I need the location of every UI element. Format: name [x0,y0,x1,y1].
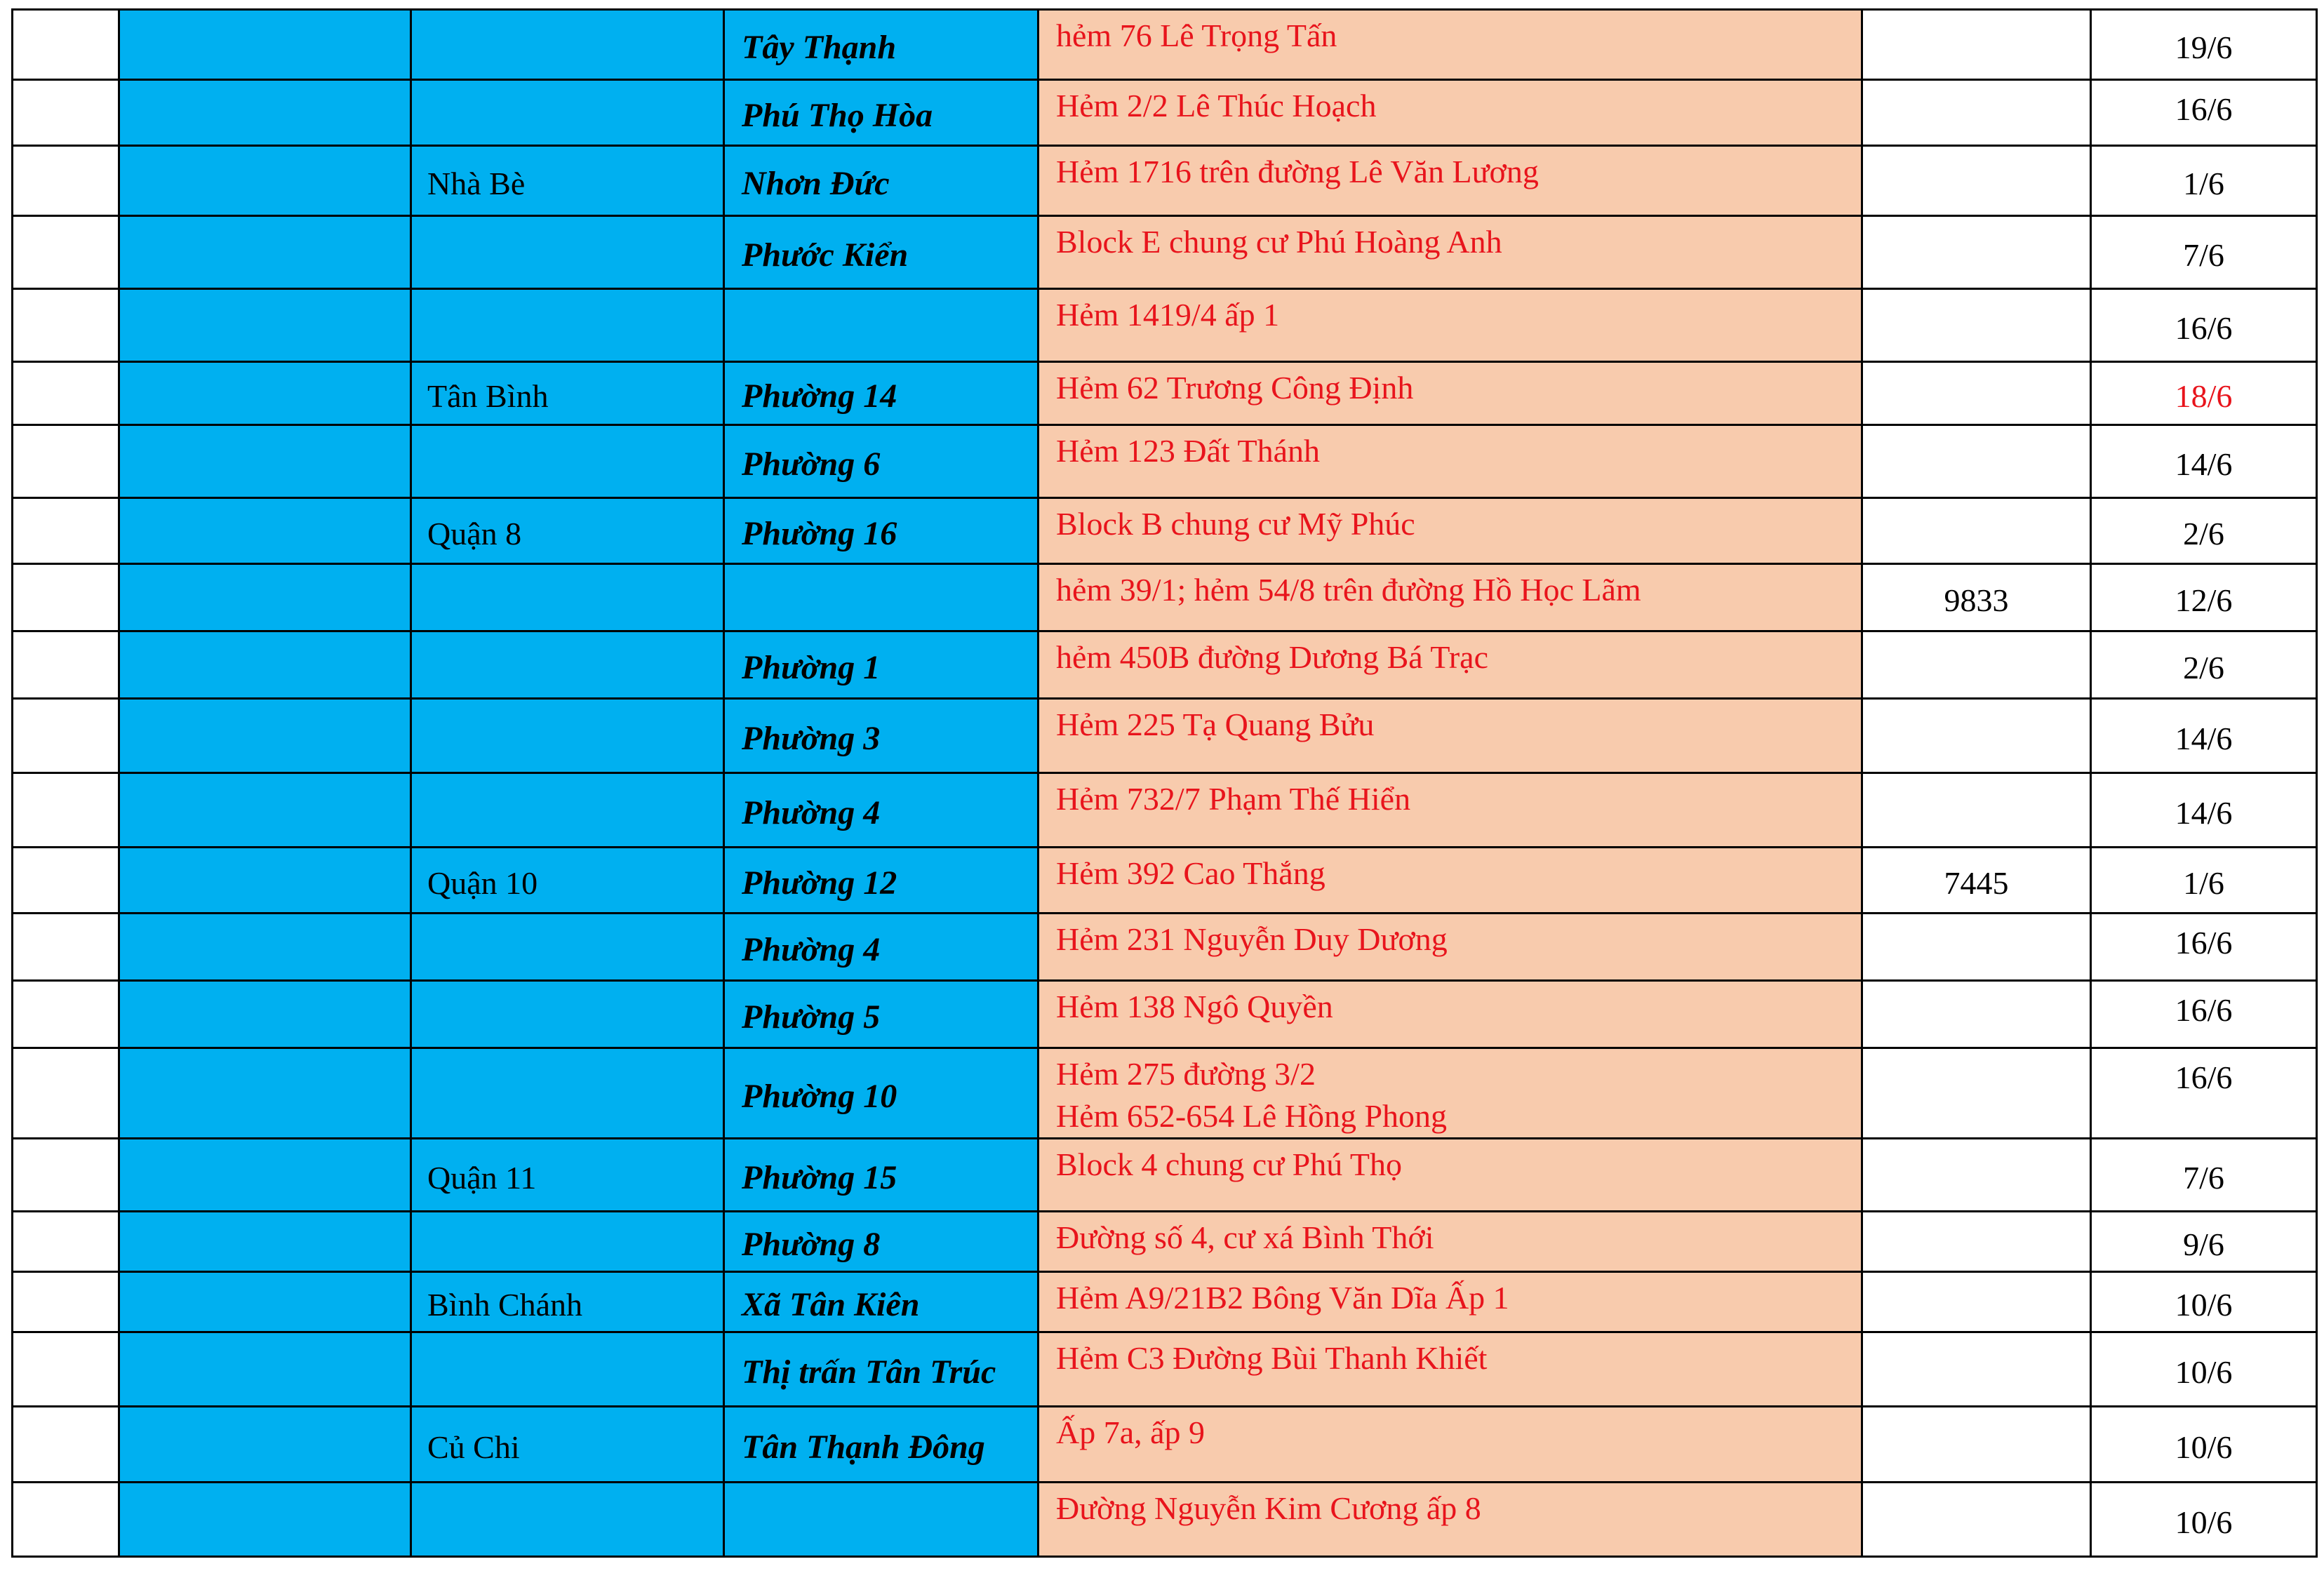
cell-date: 9/6 [2091,1212,2317,1272]
cell-ward: Phường 12 [724,848,1039,914]
cell-group [119,773,411,848]
cell-number [1862,1332,2091,1407]
cell-address [1039,1332,1862,1407]
address-line: hẻm 450B đường Dương Bá Trạc [1056,639,1489,675]
cell-address [1039,848,1862,914]
cell-date: 10/6 [2091,1407,2317,1483]
table-row [13,1212,2317,1272]
address-line: Hẻm 62 Trương Công Định [1056,370,1414,406]
cell-number [1862,773,2091,848]
table-row [13,914,2317,981]
cell-district [411,289,724,362]
cell-index [13,631,119,699]
address-line: Hẻm C3 Đường Bùi Thanh Khiết [1056,1340,1488,1376]
cell-number [1862,80,2091,146]
cell-ward: Tây Thạnh [724,10,1039,80]
cell-group [119,564,411,631]
cell-index [13,1407,119,1483]
cell-ward: Phường 3 [724,699,1039,773]
cell-ward: Phường 16 [724,498,1039,564]
address-line: Đường Nguyễn Kim Cương ấp 8 [1056,1490,1481,1526]
cell-date: 10/6 [2091,1483,2317,1557]
cell-address [1039,699,1862,773]
cell-number [1862,981,2091,1048]
table-row [13,80,2317,146]
table-row [13,1483,2317,1557]
cell-address [1039,289,1862,362]
table-row [13,1407,2317,1483]
table-row [13,146,2317,216]
cell-number [1862,10,2091,80]
cell-ward: Phường 4 [724,914,1039,981]
cell-address [1039,498,1862,564]
cell-number [1862,216,2091,289]
cell-district: Nhà Bè [411,146,724,216]
cell-index [13,1272,119,1332]
cell-group [119,1272,411,1332]
cell-group [119,1332,411,1407]
cell-index [13,773,119,848]
cell-index [13,1212,119,1272]
cell-index [13,1048,119,1139]
cell-ward [724,289,1039,362]
cell-address [1039,631,1862,699]
cell-address [1039,914,1862,981]
cell-district: Củ Chi [411,1407,724,1483]
cell-group [119,80,411,146]
cell-number [1862,1212,2091,1272]
table-row [13,699,2317,773]
cell-group [119,289,411,362]
cell-ward: Phước Kiển [724,216,1039,289]
cell-district [411,216,724,289]
address-line: Hẻm 225 Tạ Quang Bửu [1056,707,1375,742]
outbreak-locations-table [11,8,2318,1558]
cell-address [1039,216,1862,289]
cell-district [411,1212,724,1272]
cell-index [13,564,119,631]
address-line: Hẻm 1716 trên đường Lê Văn Lương [1056,154,1539,189]
cell-date: 7/6 [2091,1139,2317,1212]
cell-district: Quận 11 [411,1139,724,1212]
cell-ward: Phường 4 [724,773,1039,848]
cell-ward: Phường 15 [724,1139,1039,1212]
cell-group [119,631,411,699]
table-body [13,10,2317,1557]
cell-group [119,1048,411,1139]
cell-group [119,981,411,1048]
cell-number [1862,699,2091,773]
cell-address [1039,425,1862,498]
cell-index [13,80,119,146]
address-line: hẻm 39/1; hẻm 54/8 trên đường Hồ Học Lãm [1056,572,1641,608]
cell-number [1862,1407,2091,1483]
table-row [13,631,2317,699]
address-line: Hẻm A9/21B2 Bông Văn Dĩa Ấp 1 [1056,1280,1509,1316]
cell-index [13,848,119,914]
address-line: hẻm 76 Lê Trọng Tấn [1056,18,1337,53]
cell-number [1862,1483,2091,1557]
cell-group [119,10,411,80]
cell-date: 2/6 [2091,498,2317,564]
cell-district [411,631,724,699]
cell-ward: Phú Thọ Hòa [724,80,1039,146]
cell-address [1039,1212,1862,1272]
cell-address [1039,10,1862,80]
cell-district: Quận 8 [411,498,724,564]
cell-ward [724,1483,1039,1557]
address-line: Hẻm 275 đường 3/2 [1056,1056,1316,1092]
cell-index [13,498,119,564]
cell-district [411,10,724,80]
cell-district: Bình Chánh [411,1272,724,1332]
cell-number [1862,146,2091,216]
address-line: Hẻm 732/7 Phạm Thế Hiển [1056,781,1411,817]
cell-index [13,699,119,773]
cell-index [13,289,119,362]
cell-address [1039,564,1862,631]
cell-district [411,80,724,146]
cell-group [119,699,411,773]
cell-date: 16/6 [2091,289,2317,362]
cell-ward [724,564,1039,631]
cell-ward: Phường 10 [724,1048,1039,1139]
cell-ward: Phường 14 [724,362,1039,425]
cell-date: 1/6 [2091,146,2317,216]
cell-group [119,914,411,981]
table-row [13,216,2317,289]
cell-number [1862,362,2091,425]
cell-group [119,1139,411,1212]
cell-index [13,216,119,289]
cell-index [13,1139,119,1212]
cell-date: 7/6 [2091,216,2317,289]
cell-address [1039,362,1862,425]
cell-district [411,564,724,631]
cell-date: 2/6 [2091,631,2317,699]
cell-date: 16/6 [2091,981,2317,1048]
cell-address [1039,1048,1862,1139]
cell-date: 14/6 [2091,699,2317,773]
cell-ward: Phường 5 [724,981,1039,1048]
cell-group [119,1483,411,1557]
cell-ward: Tân Thạnh Đông [724,1407,1039,1483]
address-line: Ấp 7a, ấp 9 [1056,1414,1206,1450]
cell-number [1862,289,2091,362]
cell-address [1039,1407,1862,1483]
cell-index [13,10,119,80]
cell-date: 12/6 [2091,564,2317,631]
cell-district [411,773,724,848]
cell-district [411,1483,724,1557]
cell-number: 9833 [1862,564,2091,631]
address-line: Hẻm 392 Cao Thắng [1056,855,1325,891]
address-line: Hẻm 652-654 Lê Hồng Phong [1056,1098,1448,1134]
table-row [13,425,2317,498]
table-row [13,1272,2317,1332]
cell-district: Quận 10 [411,848,724,914]
address-line: Hẻm 123 Đất Thánh [1056,433,1321,469]
cell-district [411,981,724,1048]
cell-date: 14/6 [2091,425,2317,498]
table-row [13,564,2317,631]
table-row [13,773,2317,848]
cell-index [13,1332,119,1407]
address-line: Hẻm 231 Nguyễn Duy Dương [1056,921,1448,957]
table-row [13,848,2317,914]
cell-group [119,1212,411,1272]
table-row [13,1139,2317,1212]
cell-group [119,498,411,564]
cell-address [1039,80,1862,146]
cell-address [1039,1272,1862,1332]
cell-group [119,362,411,425]
address-line: Hẻm 1419/4 ấp 1 [1056,297,1280,333]
cell-date: 1/6 [2091,848,2317,914]
table-row [13,362,2317,425]
cell-number [1862,1272,2091,1332]
cell-date: 16/6 [2091,914,2317,981]
cell-district: Tân Bình [411,362,724,425]
cell-number [1862,1048,2091,1139]
cell-address [1039,1483,1862,1557]
cell-address [1039,1139,1862,1212]
cell-number [1862,631,2091,699]
address-line: Block 4 chung cư Phú Thọ [1056,1146,1402,1182]
cell-index [13,981,119,1048]
address-line: Hẻm 2/2 Lê Thúc Hoạch [1056,88,1377,123]
cell-date: 10/6 [2091,1332,2317,1407]
cell-district [411,914,724,981]
cell-group [119,146,411,216]
address-line: Block B chung cư Mỹ Phúc [1056,506,1415,542]
cell-date: 16/6 [2091,1048,2317,1139]
cell-index [13,1483,119,1557]
address-line: Block E chung cư Phú Hoàng Anh [1056,224,1502,260]
cell-address [1039,146,1862,216]
cell-number [1862,425,2091,498]
cell-ward: Xã Tân Kiên [724,1272,1039,1332]
cell-district [411,1048,724,1139]
cell-index [13,146,119,216]
cell-date: 14/6 [2091,773,2317,848]
cell-index [13,914,119,981]
cell-date: 16/6 [2091,80,2317,146]
cell-group [119,216,411,289]
cell-district [411,699,724,773]
address-line: Đường số 4, cư xá Bình Thới [1056,1219,1434,1255]
cell-date: 18/6 [2091,362,2317,425]
cell-district [411,425,724,498]
cell-group [119,1407,411,1483]
table-row [13,498,2317,564]
cell-number [1862,914,2091,981]
address-line: Hẻm 138 Ngô Quyền [1056,989,1333,1024]
table-row [13,289,2317,362]
cell-ward: Phường 1 [724,631,1039,699]
cell-number [1862,1139,2091,1212]
cell-group [119,425,411,498]
cell-address [1039,981,1862,1048]
table-row [13,981,2317,1048]
cell-address [1039,773,1862,848]
cell-ward: Phường 8 [724,1212,1039,1272]
cell-date: 10/6 [2091,1272,2317,1332]
cell-number [1862,498,2091,564]
table-row [13,1048,2317,1139]
cell-index [13,425,119,498]
cell-date: 19/6 [2091,10,2317,80]
cell-ward: Nhơn Đức [724,146,1039,216]
cell-ward: Thị trấn Tân Trúc [724,1332,1039,1407]
cell-district [411,1332,724,1407]
cell-ward: Phường 6 [724,425,1039,498]
cell-index [13,362,119,425]
table-row [13,1332,2317,1407]
cell-group [119,848,411,914]
table-row [13,10,2317,80]
cell-number: 7445 [1862,848,2091,914]
